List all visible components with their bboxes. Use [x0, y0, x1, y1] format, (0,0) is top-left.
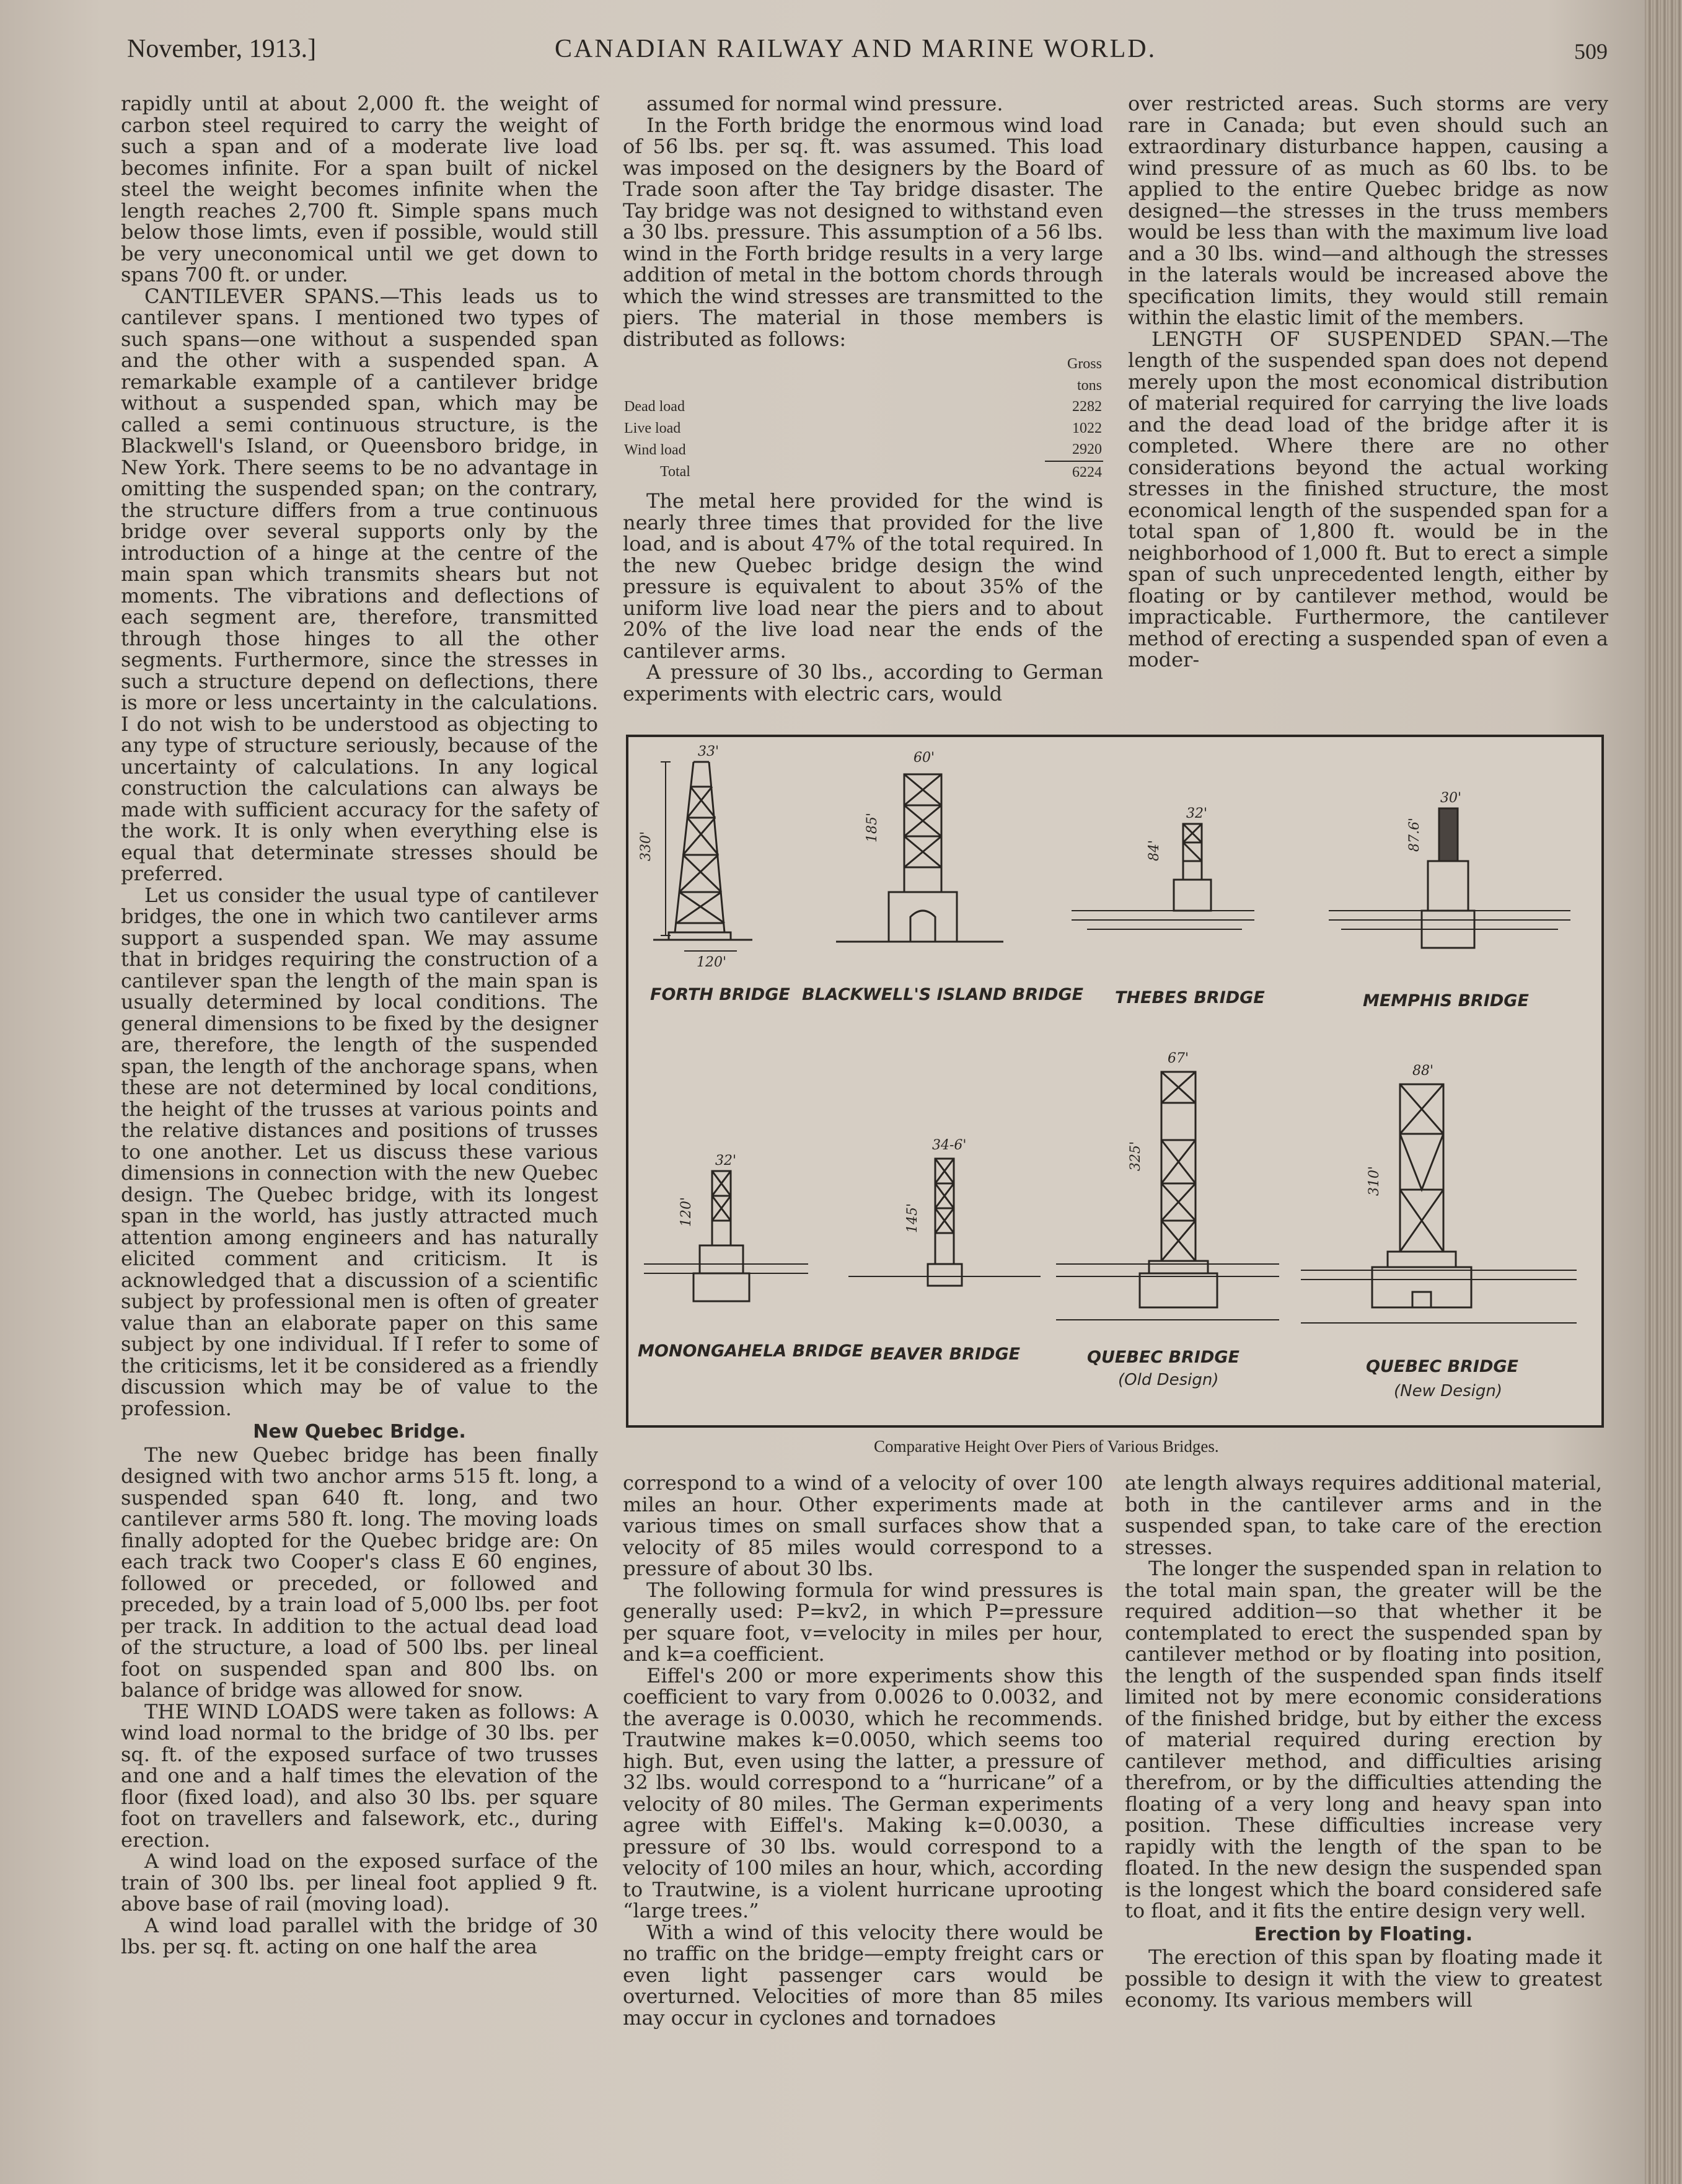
table-cell: Wind load	[624, 441, 686, 458]
dimension-label: 84'	[1147, 839, 1162, 861]
paragraph: With a wind of this velocity there would be no traffic on the bridge—empty freight cars or even light passenger cars would be overturned. Velocities of more than 85 miles may occur in cyclones and tornadoes	[623, 1920, 1103, 2030]
bridge-label: MEMPHIS BRIDGE	[1363, 991, 1529, 1010]
dimension-label: 185'	[865, 812, 880, 842]
paragraph: The erection of this span by floating made it possible to design it with the view to greatest economy. Its various members will	[1125, 1945, 1602, 2012]
table-cell: Dead load	[624, 399, 685, 415]
paragraph: The following formula for wind pressures is generally used: P=kv2, in which P=pressure per square foot, v=velocity in miles per hour, and k=a coefficient.	[623, 1578, 1103, 1666]
table-cell: 2920	[1045, 439, 1103, 461]
tonnage-table	[623, 353, 1103, 483]
paragraph: assumed for normal wind pressure.	[646, 92, 1003, 115]
header-date: November, 1913.]	[127, 35, 317, 63]
table-row	[623, 439, 1103, 461]
table-cell: 6224	[1072, 464, 1102, 480]
table-cell: Total	[660, 464, 690, 480]
thebes-bridge-tower	[1072, 824, 1254, 929]
dimension-label: 34-6'	[932, 1138, 967, 1153]
paragraph-text: —This leads us to cantilever spans. I mentioned two types of such spans—one without a suspended span and the other with a suspended span. A remarkable example of a cantilever bridge without a suspended span, which may be called a semi continuous structure, is the Blackwell's Island, or Queensboro bridge, in New York. There seems to be no advantage in omitting the suspended span; on the contrary, the structure differs from a true continuous bridge over several supports only by the introduction of a hinge at the centre of the main span which transmits shears but not moments. The vibrations and deflections of each segment are, therefore, transmitted through those hinges to all the other segments. Furthermore, since the stresses in such a structure depend on deflections, there is more or less uncertainty in the calculations. I do not wish to be understood as objecting to any type of structure seriously, because of the uncertainty of calculations. In any logical construction the calculations can always be made with sufficient accuracy for the safety of the work. It is only when everything else is equal that determinate stresses should be preferred.	[121, 284, 598, 885]
bridge-label: FORTH BRIDGE	[650, 985, 790, 1004]
bridge-height-figure	[626, 735, 1604, 1428]
dimension-label: 87.6'	[1407, 817, 1422, 852]
forth-bridge-tower	[653, 762, 752, 951]
dimension-label: 120'	[697, 955, 727, 970]
bridge-label: BEAVER BRIDGE	[870, 1345, 1021, 1364]
paragraph: correspond to a wind of a velocity of over 100 miles an hour. Other experiments made at various times on small surfaces show that a velocity of 85 miles would correspond to a pressure of about 30 lbs.	[623, 1471, 1103, 1580]
dimension-label: 310'	[1367, 1165, 1382, 1196]
dimension-label: 30'	[1440, 790, 1462, 806]
paragraph: A wind load on the exposed surface of the train of 300 lbs. per lineal foot applied 9 ft. above base of rail (moving load).	[121, 1849, 598, 1916]
table-cell: Live load	[624, 420, 681, 436]
bridge-label: QUEBEC BRIDGE	[1366, 1357, 1518, 1376]
bridge-label: BLACKWELL'S ISLAND BRIDGE	[802, 985, 1084, 1004]
dimension-label: 32'	[715, 1153, 737, 1169]
paragraph-text: were taken as follows: A wind load normal to the bridge of 30 lbs. per sq. ft. of the exposed surface of two trusses and one and a half times the elevation of the floor (fixed load), and also 30 lbs. per square foot on travellers and falsework, etc., during erection.	[121, 1699, 599, 1852]
table-row	[623, 396, 1103, 418]
bridge-label: MONONGAHELA BRIDGE	[638, 1342, 863, 1361]
column-3-bottom	[1125, 1472, 1602, 2011]
header-title: CANADIAN RAILWAY AND MARINE WORLD.	[555, 35, 1157, 63]
paragraph: The longer the suspended span in relation to the total main span, the greater will be the required addition—so that whether it be contemplated to erect the suspended span by cantilever method or by floating into position, the length of the suspended span finds itself limited not by mere economic considerations of the finished bridge, but by either the excess of material required during erection by cantilever method, and difficulties arising therefrom, or by the difficulties attending the floating of a very long and heavy span into position. These difficulties increase very rapidly with the length of the span to be floated. In the new design the suspended span is the longest which the board considered safe to float, and it fits the entire design very well.	[1125, 1557, 1602, 1922]
run-in-heading: CANTILEVER SPANS.	[144, 284, 380, 308]
paragraph: Eiffel's 200 or more experiments show this coefficient to vary from 0.0026 to 0.0032, and the average is 0.0030, which he recommends. Trautwine makes k=0.0050, which seems too high. But, even using the latter, a pressure of 32 lbs. would correspond to a “hurricane” of a velocity of 80 miles. The German experiments agree with Eiffel's. Making k=0.0030, a pressure of 30 lbs. would correspond to a velocity of 100 miles an hour, which, according to Trautwine, is a violent hurricane uprooting “large trees.”	[623, 1663, 1103, 1922]
bridge-label: QUEBEC BRIDGE	[1087, 1348, 1239, 1367]
dimension-label: 60'	[914, 750, 935, 766]
memphis-bridge-tower	[1329, 808, 1570, 948]
paragraph: over restricted areas. Such storms are very rare in Canada; but even should such an extraordinary disturbance happen, causing a wind pressure of as much as 60 lbs. to be applied to the entire Quebec bridge as now designed—the stresses in the truss members would be less than with the maximum live load and a 30 lbs. wind—and although the stresses in the laterals would be increased above the specification limits, they would still remain within the elastic limit of the members.	[1128, 92, 1608, 329]
bridge-label: THEBES BRIDGE	[1115, 988, 1265, 1007]
bridge-sublabel: (New Design)	[1394, 1382, 1503, 1400]
bridge-towers-drawing	[628, 737, 1601, 1425]
section-heading: Erection by Floating.	[1254, 1923, 1473, 1945]
column-1	[121, 93, 598, 1958]
run-in-heading: LENGTH OF SUSPENDED SPAN.	[1151, 327, 1551, 351]
paragraph: rapidly until at about 2,000 ft. the weight of carbon steel required to carry the weight of such a span and of a moderate live load becomes infinite. For a span built of nickel steel the weight becomes infinite when the length reaches 2,700 ft. Simple spans much below those limts, even if possible, would still be very uneconomical until we get down to spans 700 ft. or under.	[121, 92, 598, 286]
dimension-label: 325'	[1128, 1141, 1143, 1171]
paragraph: A wind load parallel with the bridge of 30 lbs. per sq. ft. acting on one half the area	[121, 1913, 598, 1958]
dimension-label: 145'	[905, 1203, 920, 1233]
paragraph	[1128, 329, 1608, 671]
table-row	[623, 461, 1103, 484]
figure-caption: Comparative Height Over Piers of Various Bridges.	[874, 1437, 1219, 1456]
paragraph	[121, 286, 598, 885]
dimension-label: 330'	[638, 831, 654, 861]
paragraph: ate length always requires additional material, both in the cantilever arms and in the suspended span, to take care of the erection stresses.	[1125, 1471, 1602, 1559]
section-heading: New Quebec Bridge.	[253, 1421, 466, 1443]
column-2-top	[623, 93, 1103, 704]
quebec-bridge-new-design-tower	[1301, 1084, 1577, 1323]
table-cell: 1022	[1072, 420, 1102, 436]
column-2-bottom	[623, 1472, 1103, 2028]
paragraph: A pressure of 30 lbs., according to German experiments with electric cars, would	[623, 660, 1103, 705]
paragraph: The metal here provided for the wind is nearly three times that provided for the live load, and is about 47% of the total required. In the new Quebec bridge design the wind pressure is equivalent to about 35% of the uniform live load near the piers and to about 20% of the live load near the ends of the cantilever arms.	[623, 489, 1103, 663]
column-3-top	[1128, 93, 1608, 671]
paragraph	[121, 1701, 598, 1851]
table-cell: 2282	[1072, 399, 1102, 415]
monongahela-bridge-tower	[644, 1171, 808, 1301]
beaver-bridge-tower	[848, 1159, 1041, 1286]
quebec-bridge-old-design-tower	[1056, 1072, 1279, 1320]
paragraph: The new Quebec bridge has been finally designed with two anchor arms 515 ft. long, a suspended span 640 ft. long, and two cantilever arms 580 ft. long. The moving loads finally adopted for the Quebec bridge are: On each track two Cooper's class E 60 engines, followed or preceded, or followed and preceded, by a train load of 5,000 lbs. per foot per track. In addition to the actual dead load of the structure, a load of 500 lbs. per lineal foot on suspended span and 800 lbs. on balance of bridge was allowed for snow.	[121, 1443, 598, 1702]
table-header: Gross tons	[1067, 356, 1102, 394]
table-row	[623, 418, 1103, 440]
blackwells-island-bridge-tower	[836, 774, 1003, 942]
dimension-label: 33'	[698, 744, 720, 759]
run-in-heading: THE WIND LOADS	[144, 1699, 340, 1723]
dimension-label: 32'	[1186, 806, 1208, 821]
dimension-label: 67'	[1168, 1051, 1189, 1066]
page-edge	[1645, 0, 1682, 2184]
header-page-number: 509	[1574, 39, 1608, 64]
dimension-label: 88'	[1412, 1063, 1434, 1079]
paragraph: In the Forth bridge the enormous wind load of 56 lbs. per sq. ft. was assumed. This load was imposed on the designers by the Board of Trade soon after the Tay bridge disaster. The Tay bridge was not designed to withstand even a 30 lbs. pressure. This assumption of a 56 lbs. wind in the Forth bridge results in a very large addition of metal in the bottom chords through which the wind stresses are transmitted to the piers. The material in those members is distributed as follows:	[623, 113, 1103, 351]
paragraph-text: —The length of the suspended span does not depend merely upon the most economical distribution of material required for carrying the live loads and the dead load of the bridge after it is completed. Where there are no other considerations beyond the actual working stresses in the finished structure, the most economical length of the suspended span for a total span of 1,800 ft. would be in the neighborhood of 1,000 ft. But to erect a simple span of such unprecedented length, either by floating or by cantilever method, would be impracticable. Furthermore, the cantilever method of erecting a suspended span of even a moder-	[1128, 327, 1608, 671]
bridge-sublabel: (Old Design)	[1118, 1371, 1219, 1389]
dimension-label: 120'	[679, 1196, 694, 1227]
paragraph: Let us consider the usual type of cantilever bridges, the one in which two cantilever arms support a suspended span. We may assume that in bridges requiring the construction of a cantilever span the length of the main span is usually determined by local conditions. The general dimensions to be fixed by the designer are, therefore, the length of the suspended span, the length of the anchorage spans, when these are not determined by local conditions, the height of the trusses at various points and the relative distances and positions of trusses to one another. Let us discuss these various dimensions in connection with the new Quebec design. The Quebec bridge, with its longest span in the world, has justly attracted much attention among engineers and has naturally elicited comment and criticism. It is acknowledged that a discussion of a scientific subject by professional men is often of greater value than an elaborate paper on this same subject by one individual. If I refer to some of the criticisms, let it be considered as a friendly discussion which may be of value to the profession.	[121, 883, 598, 1420]
